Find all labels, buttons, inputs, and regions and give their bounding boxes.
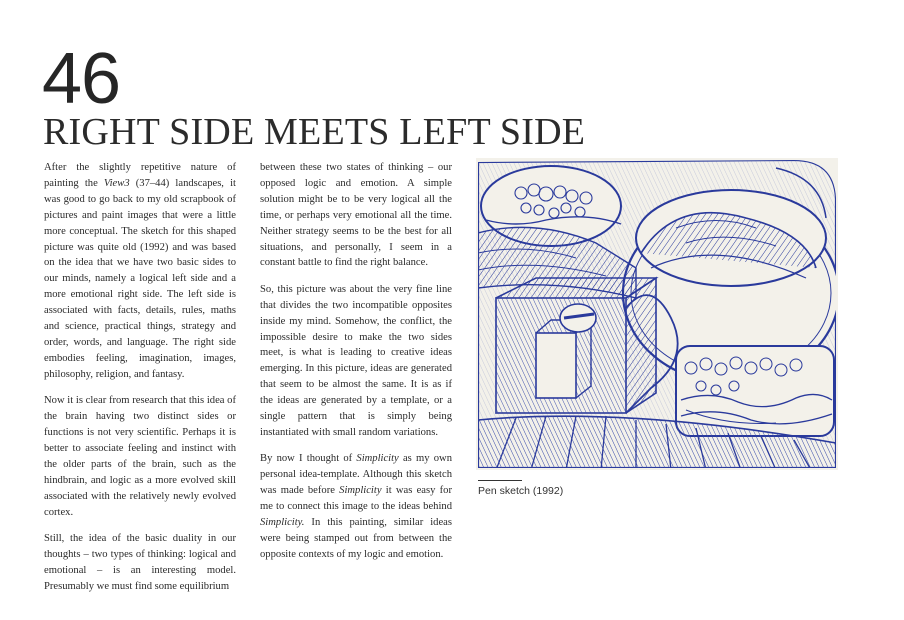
figure-caption: Pen sketch (1992) — [478, 485, 564, 497]
paragraph: Still, the idea of the basic duality in our thoughts – two types of thinking: logical and emotional – is an interesting model. Presumably we must find some equilibrium — [44, 532, 236, 592]
pen-sketch-image — [476, 158, 838, 470]
paragraph: By now I thought of Simplicity as my own personal idea-template. Although this sketch was made before Simplicity it was easy for me to connect this image to the ideas behind Simplicity. In this painting, similar ideas were being stamped out from between the opposite contexts of my logic and emotion. — [260, 453, 452, 560]
paragraph: After the slightly repetitive nature of painting the View3 (37–44) landscapes, it was good to go back to my old scrapbook of pictures and paint images that were a little more conceptual. The sketch for this shaped picture was quite old (1992) and was based on the idea that we have two basic sides to our minds, namely a logical left side and a more emotional right side. The left side is associated with facts, details, rules, maths and science, practical things, strategy and order, words, and language. The right side embodies feeling, imagination, images, philosophy, religion, and fantasy. — [44, 162, 236, 380]
text-column-middle — [260, 160, 452, 573]
page-number: 46 — [42, 39, 121, 119]
text-column-left — [44, 160, 236, 605]
paragraph: Now it is clear from research that this idea of the brain having two distinct sides or functions is not very scientific. Perhaps it is better to associate feeling and instinct with the older parts of the brain, such as the hindbrain, and logic as a more evolved skill associated with the relatively newly evolved cortex. — [44, 395, 236, 518]
caption-rule — [478, 480, 522, 481]
page-title: RIGHT SIDE MEETS LEFT SIDE — [43, 111, 586, 153]
paragraph: between these two states of thinking – our opposed logic and emotion. A simple solution might be to be very logical all the time, or perhaps very emotional all the time. Neither strategy seems to be the best for all situations, and personally, I seem in a constant battle to find the right balance. — [260, 162, 452, 269]
paragraph: So, this picture was about the very fine line that divides the two incompatible opposites inside my mind. Somehow, the conflict, the impossible desire to make the two sides meet, is what is leading to creative ideas emerging. In this picture, ideas are generated that seem to be almost the same. It is as if the ideas are generated by a template, or a single pattern that is simply being instantiated with small random variations. — [260, 283, 452, 438]
